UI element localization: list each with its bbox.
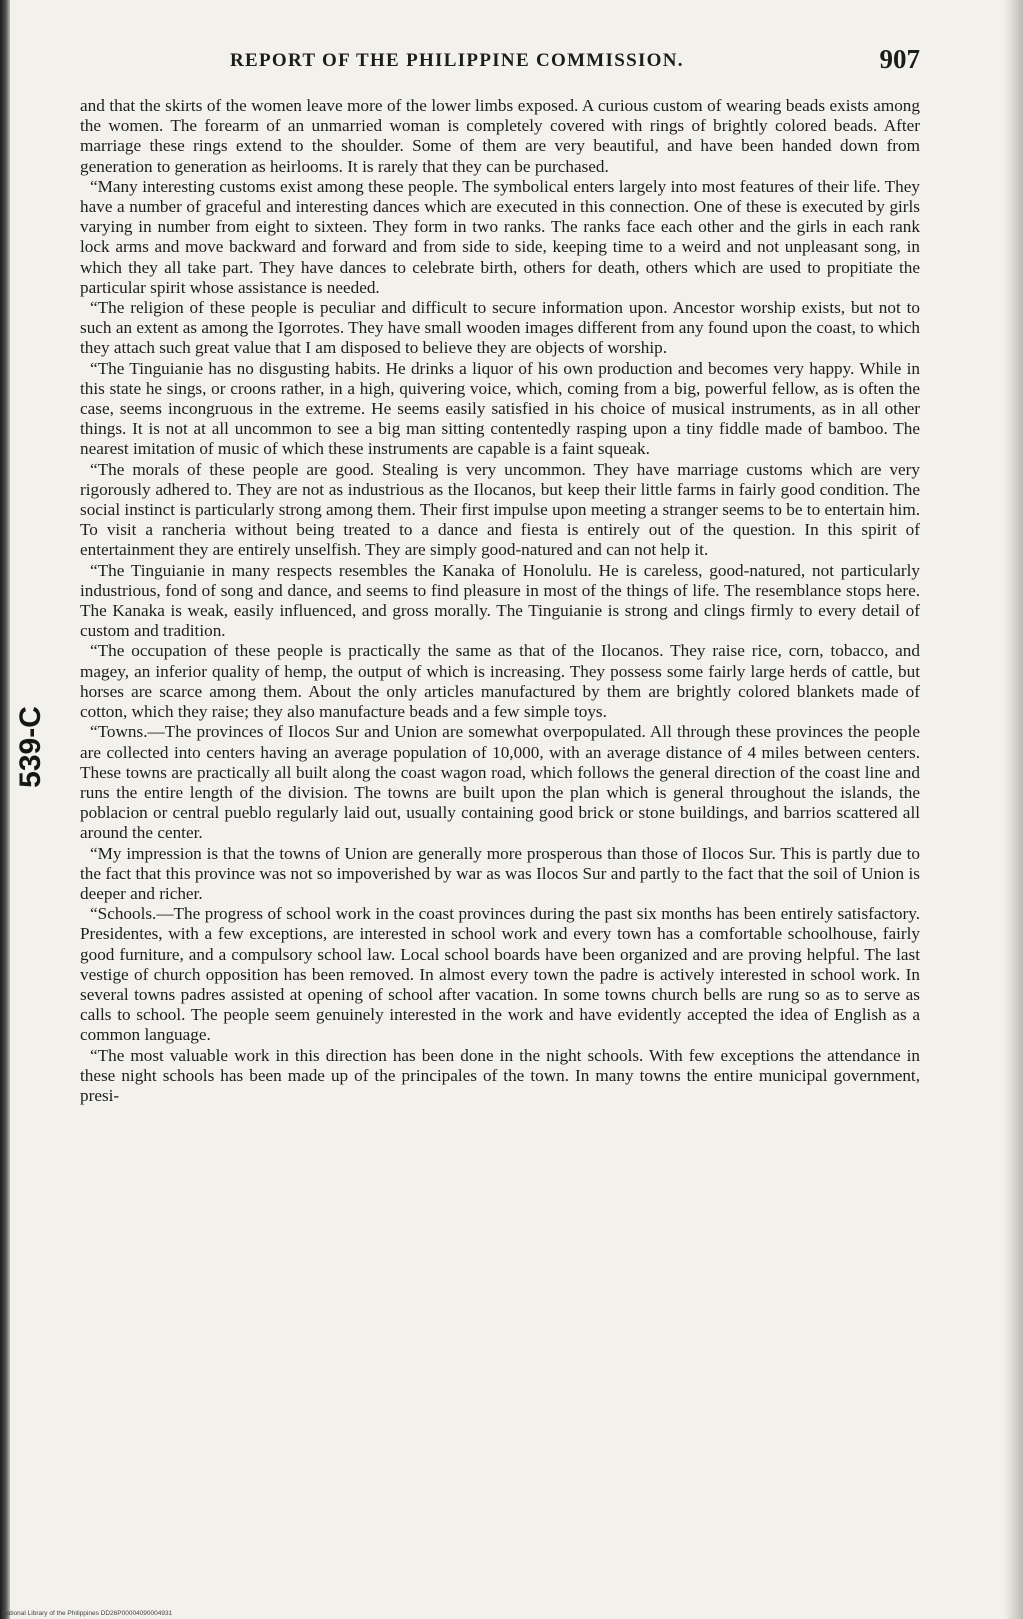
paragraph: “The Tinguianie in many respects resembles the Kanaka of Honolulu. He is careless, good-natured, not particularly industrious, fond of song and dance, and seems to find pleasure in most of the things of life. The resemblance stops here. The Kanaka is weak, easily influenced, and gross morally. The Tinguianie is strong and clings firmly to every detail of custom and tradition.	[80, 560, 920, 641]
paragraph: “The morals of these people are good. Stealing is very uncommon. They have marriage customs which are very rigorously adhered to. They are not as industrious as the Ilocanos, but keep their little farms in fairly good condition. The social instinct is particularly strong among them. Their first impulse upon meeting a stranger seems to be to entertain him. To visit a rancheria without being treated to a dance and fiesta is entirely out of the question. In this spirit of entertainment they are entirely unselfish. They are simply good-natured and can not help it.	[80, 459, 920, 560]
paragraph: “Many interesting customs exist among these people. The symbolical enters largely into most features of their life. They have a number of graceful and interesting dances which are executed in this connection. One of these is executed by girls varying in number from eight to sixteen. They form in two ranks. The ranks face each other and the girls in each rank lock arms and move backward and forward and from side to side, keeping time to a weird and not unpleasant song, in which they all take part. They have dances to celebrate birth, others for death, others which are used to propitiate the particular spirit whose assistance is needed.	[80, 176, 920, 297]
scan-right-edge	[1003, 0, 1023, 1619]
paragraph: “The Tinguianie has no disgusting habits. He drinks a liquor of his own production and becomes very happy. While in this state he sings, or croons rather, in a high, quivering voice, which, coming from a big, powerful fellow, as is often the case, seems incongruous in the extreme. He seems easily satisfied in his choice of musical instruments, as in all other things. It is not at all uncommon to see a big man sitting contentedly rasping upon a tiny fiddle made of bamboo. The nearest imitation of music of which these instruments are capable is a faint squeak.	[80, 358, 920, 459]
body-text	[80, 96, 920, 1106]
paragraph: and that the skirts of the women leave more of the lower limbs exposed. A curious custom of wearing beads exists among the women. The forearm of an unmarried woman is completely covered with rings of brightly colored beads. After marriage these rings extend to the shoulder. Some of them are very beautiful, and have been handed down from generation to generation as heirlooms. It is rarely that they can be purchased.	[80, 96, 920, 176]
paragraph: “Towns.—The provinces of Ilocos Sur and Union are somewhat overpopulated. All through these provinces the people are collected into centers having an average population of 10,000, with an average distance of 4 miles between centers. These towns are practically all built along the coast wagon road, which follows the general direction of the coast line and runs the entire length of the division. The towns are built upon the plan which is general throughout the islands, the poblacion or central pueblo regularly laid out, usually containing good brick or stone buildings, and barrios scattered all around the center.	[80, 722, 920, 843]
handwritten-margin-note	[13, 690, 64, 800]
scan-left-edge	[0, 0, 10, 1619]
margin-note-text: 539-C	[13, 706, 47, 788]
running-title: REPORT OF THE PHILIPPINE COMMISSION.	[230, 50, 684, 71]
paragraph: “Schools.—The progress of school work in the coast provinces during the past six months has been entirely satisfactory. Presidentes, with a few exceptions, are interested in school work and every town has a comfortable schoolhouse, fairly good furniture, and a compulsory school law. Local school boards have been organized and are proving helpful. The last vestige of church opposition has been removed. In almost every town the padre is actively interested in school work. In several towns padres assisted at opening of school after vacation. In some towns church bells are rung so as to serve as calls to school. The people seem genuinely interested in the work and have evidently accepted the idea of English as a common language.	[80, 904, 920, 1045]
paragraph: “The most valuable work in this direction has been done in the night schools. With few exceptions the attendance in these night schools has been made up of the principales of the town. In many towns the entire municipal government, presi-	[80, 1045, 920, 1105]
paragraph: “The religion of these people is peculiar and difficult to secure information upon. Ancestor worship exists, but not to such an extent as among the Igorrotes. They have small wooden images different from any found upon the coast, to which they attach such great value that I am disposed to believe they are objects of worship.	[80, 298, 920, 358]
paragraph: “The occupation of these people is practically the same as that of the Ilocanos. They raise rice, corn, tobacco, and magey, an inferior quality of hemp, the output of which is increasing. They possess some fairly large herds of cattle, but horses are scarce among them. About the only articles manufactured by them are brightly colored blankets made of cotton, which they raise; they also manufacture beads and a few simple toys.	[80, 641, 920, 722]
paragraph: “My impression is that the towns of Union are generally more prosperous than those of Ilocos Sur. This is partly due to the fact that this province was not so impoverished by war as was Ilocos Sur and partly to the fact that the soil of Union is deeper and richer.	[80, 843, 920, 903]
scan-footer: National Library of the Philippines DD26P00004090004931	[2, 1610, 173, 1617]
page-number: 907	[879, 44, 920, 74]
page-header	[80, 42, 920, 78]
